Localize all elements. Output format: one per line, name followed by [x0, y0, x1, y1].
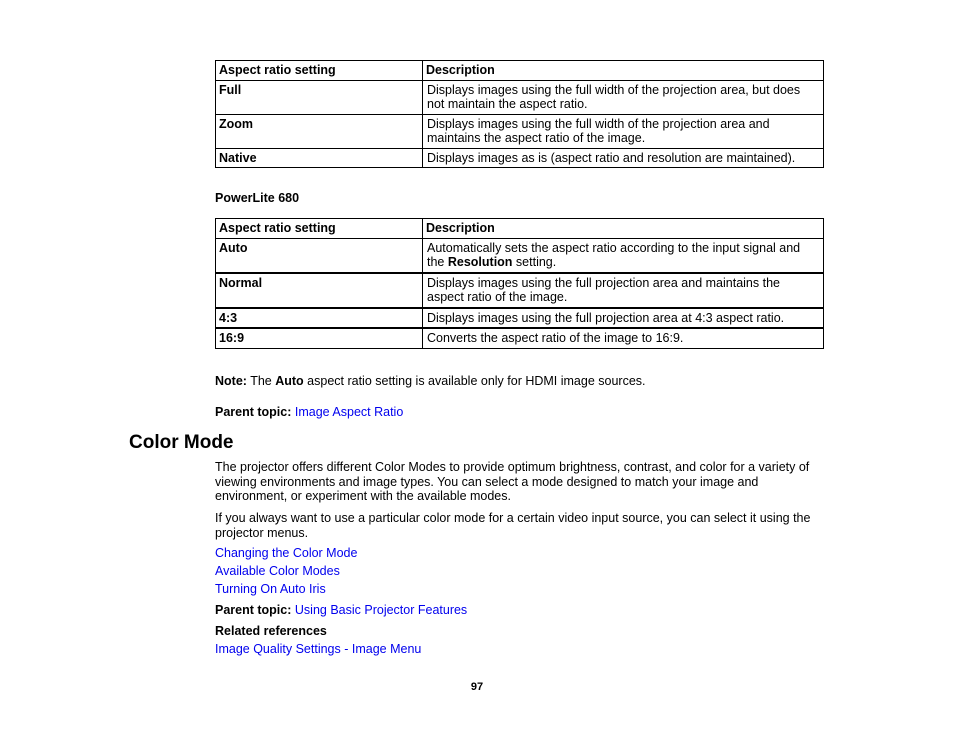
description-cell: Displays images as is (aspect ratio and resolution are maintained). — [423, 148, 824, 168]
column-header-setting: Aspect ratio setting — [216, 61, 423, 81]
setting-cell: Full — [216, 80, 423, 114]
parent-topic-link[interactable]: Using Basic Projector Features — [294, 603, 468, 617]
description-text: Automatically sets the aspect ratio according to the input signal and the — [427, 240, 801, 269]
setting-cell: Zoom — [216, 114, 423, 148]
available-color-modes-link[interactable]: Available Color Modes — [215, 564, 340, 578]
link-item — [215, 564, 340, 579]
table-row — [216, 80, 824, 114]
related-references-label: Related references — [215, 624, 327, 638]
link-item — [215, 582, 326, 597]
table-header-row — [216, 219, 824, 239]
description-cell — [423, 238, 824, 273]
description-cell: Displays images using the full projection area and maintains the aspect ratio of the image. — [423, 273, 824, 308]
description-cell: Displays images using the full projection area at 4:3 aspect ratio. — [423, 308, 824, 329]
aspect-ratio-table-1 — [215, 60, 824, 168]
aspect-ratio-table-2 — [215, 218, 824, 349]
parent-topic — [215, 405, 403, 420]
link-item — [215, 546, 357, 561]
column-header-description: Description — [423, 61, 824, 81]
section-title: Color Mode — [129, 432, 234, 453]
table-row — [216, 148, 824, 168]
parent-topic-label: Parent topic: — [215, 405, 292, 419]
description-text: setting. — [512, 255, 557, 269]
auto-iris-link[interactable]: Turning On Auto Iris — [215, 582, 326, 596]
description-cell: Displays images using the full width of the projection area and maintains the aspect ratio of the image. — [423, 114, 824, 148]
note-text: The — [246, 374, 276, 388]
section-paragraph: If you always want to use a particular color mode for a certain video input source, you can select it using the projector menus. — [215, 511, 811, 540]
table-row — [216, 238, 824, 273]
column-header-description: Description — [423, 219, 824, 239]
page-number: 97 — [470, 681, 484, 693]
model-heading: PowerLite 680 — [215, 191, 300, 205]
table-row — [216, 114, 824, 148]
changing-color-mode-link[interactable]: Changing the Color Mode — [215, 546, 358, 560]
setting-cell: 16:9 — [216, 328, 423, 348]
parent-topic-label: Parent topic: — [215, 603, 292, 617]
table-row — [216, 308, 824, 329]
table-row — [216, 273, 824, 308]
setting-cell: Auto — [216, 238, 423, 273]
image-quality-settings-link[interactable]: Image Quality Settings - Image Menu — [215, 642, 422, 656]
setting-cell: 4:3 — [216, 308, 423, 329]
table-row — [216, 328, 824, 348]
column-header-setting: Aspect ratio setting — [216, 219, 423, 239]
table-header-row — [216, 61, 824, 81]
resolution-term: Resolution — [447, 255, 513, 269]
description-cell: Displays images using the full width of the projection area, but does not maintain the aspect ratio. — [423, 80, 824, 114]
note-text: aspect ratio setting is available only for HDMI image sources. — [303, 374, 646, 388]
link-item — [215, 642, 421, 657]
section-paragraph: The projector offers different Color Modes to provide optimum brightness, contrast, and color for a variety of viewing environments and image types. You can select a mode designed to match your image and environment, or experiment with the available modes. — [215, 460, 810, 503]
note-bold-term: Auto — [275, 374, 304, 388]
note — [215, 374, 646, 389]
setting-cell: Native — [216, 148, 423, 168]
parent-topic-link[interactable]: Image Aspect Ratio — [294, 405, 404, 419]
parent-topic — [215, 603, 467, 618]
note-label: Note: — [215, 374, 247, 388]
description-cell: Converts the aspect ratio of the image to 16:9. — [423, 328, 824, 348]
setting-cell: Normal — [216, 273, 423, 308]
